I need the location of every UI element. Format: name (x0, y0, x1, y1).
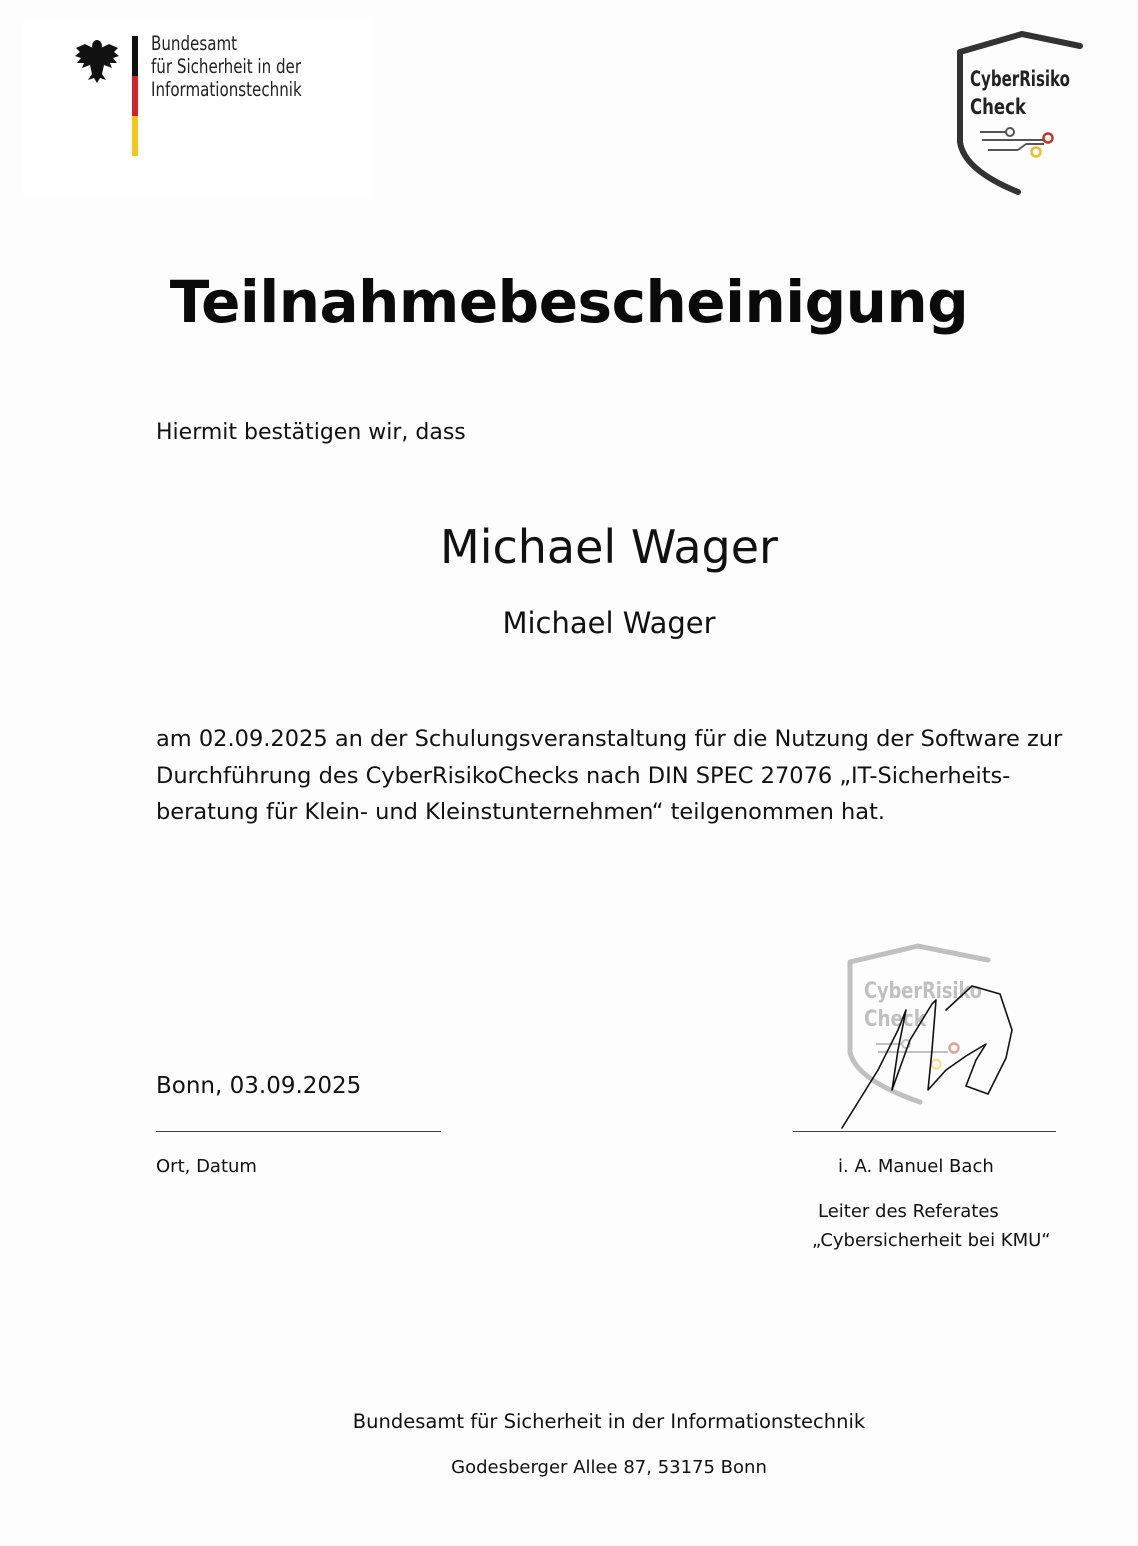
signer-name: i. A. Manuel Bach (838, 1156, 994, 1177)
crc-logo-text-2: Check (970, 95, 1027, 119)
cyberrisiko-check-logo (952, 30, 1100, 198)
bsi-name-line-3: Informationstechnik (151, 78, 302, 101)
certificate-title: Teilnahmebescheinigung (169, 268, 969, 336)
signer-role-line-1: Leiter des Referates (818, 1201, 999, 1222)
participant-name-secondary: Michael Wager (502, 606, 716, 640)
german-flag-bar (132, 36, 138, 156)
signature-line (793, 1131, 1056, 1132)
footer-address: Godesberger Allee 87, 53175 Bonn (451, 1457, 767, 1478)
intro-text: Hiermit bestätigen wir, dass (156, 420, 466, 445)
confirmation-paragraph (156, 721, 1096, 831)
bsi-logo (22, 18, 372, 198)
paragraph-line-1: am 02.09.2025 an der Schulungsveranstaltung für die Nutzung der Software zur (156, 726, 1063, 752)
place-date-line (156, 1131, 441, 1132)
paragraph-line-3: beratung für Klein- und Kleinstunternehmen“ teilgenommen hat. (156, 799, 886, 825)
signer-role-line-2: „Cybersicherheit bei KMU“ (812, 1230, 1051, 1251)
place-date-value: Bonn, 03.09.2025 (156, 1073, 362, 1099)
federal-eagle-icon (72, 36, 122, 86)
place-date-label: Ort, Datum (156, 1156, 257, 1177)
footer-organization: Bundesamt für Sicherheit in der Informationstechnik (352, 1410, 866, 1433)
stamp-text-2: Check (864, 1007, 928, 1032)
bsi-name-line-2: für Sicherheit in der (151, 55, 302, 78)
paragraph-line-2: Durchführung des CyberRisikoChecks nach DIN SPEC 27076 „IT-Sicherheits- (156, 762, 1011, 789)
stamp-and-signature (836, 940, 1026, 1135)
participant-name: Michael Wager (440, 520, 778, 574)
crc-logo-text-1: CyberRisiko (970, 67, 1070, 91)
stamp-text-1: CyberRisiko (864, 979, 982, 1004)
bsi-name-line-1: Bundesamt (151, 32, 238, 55)
